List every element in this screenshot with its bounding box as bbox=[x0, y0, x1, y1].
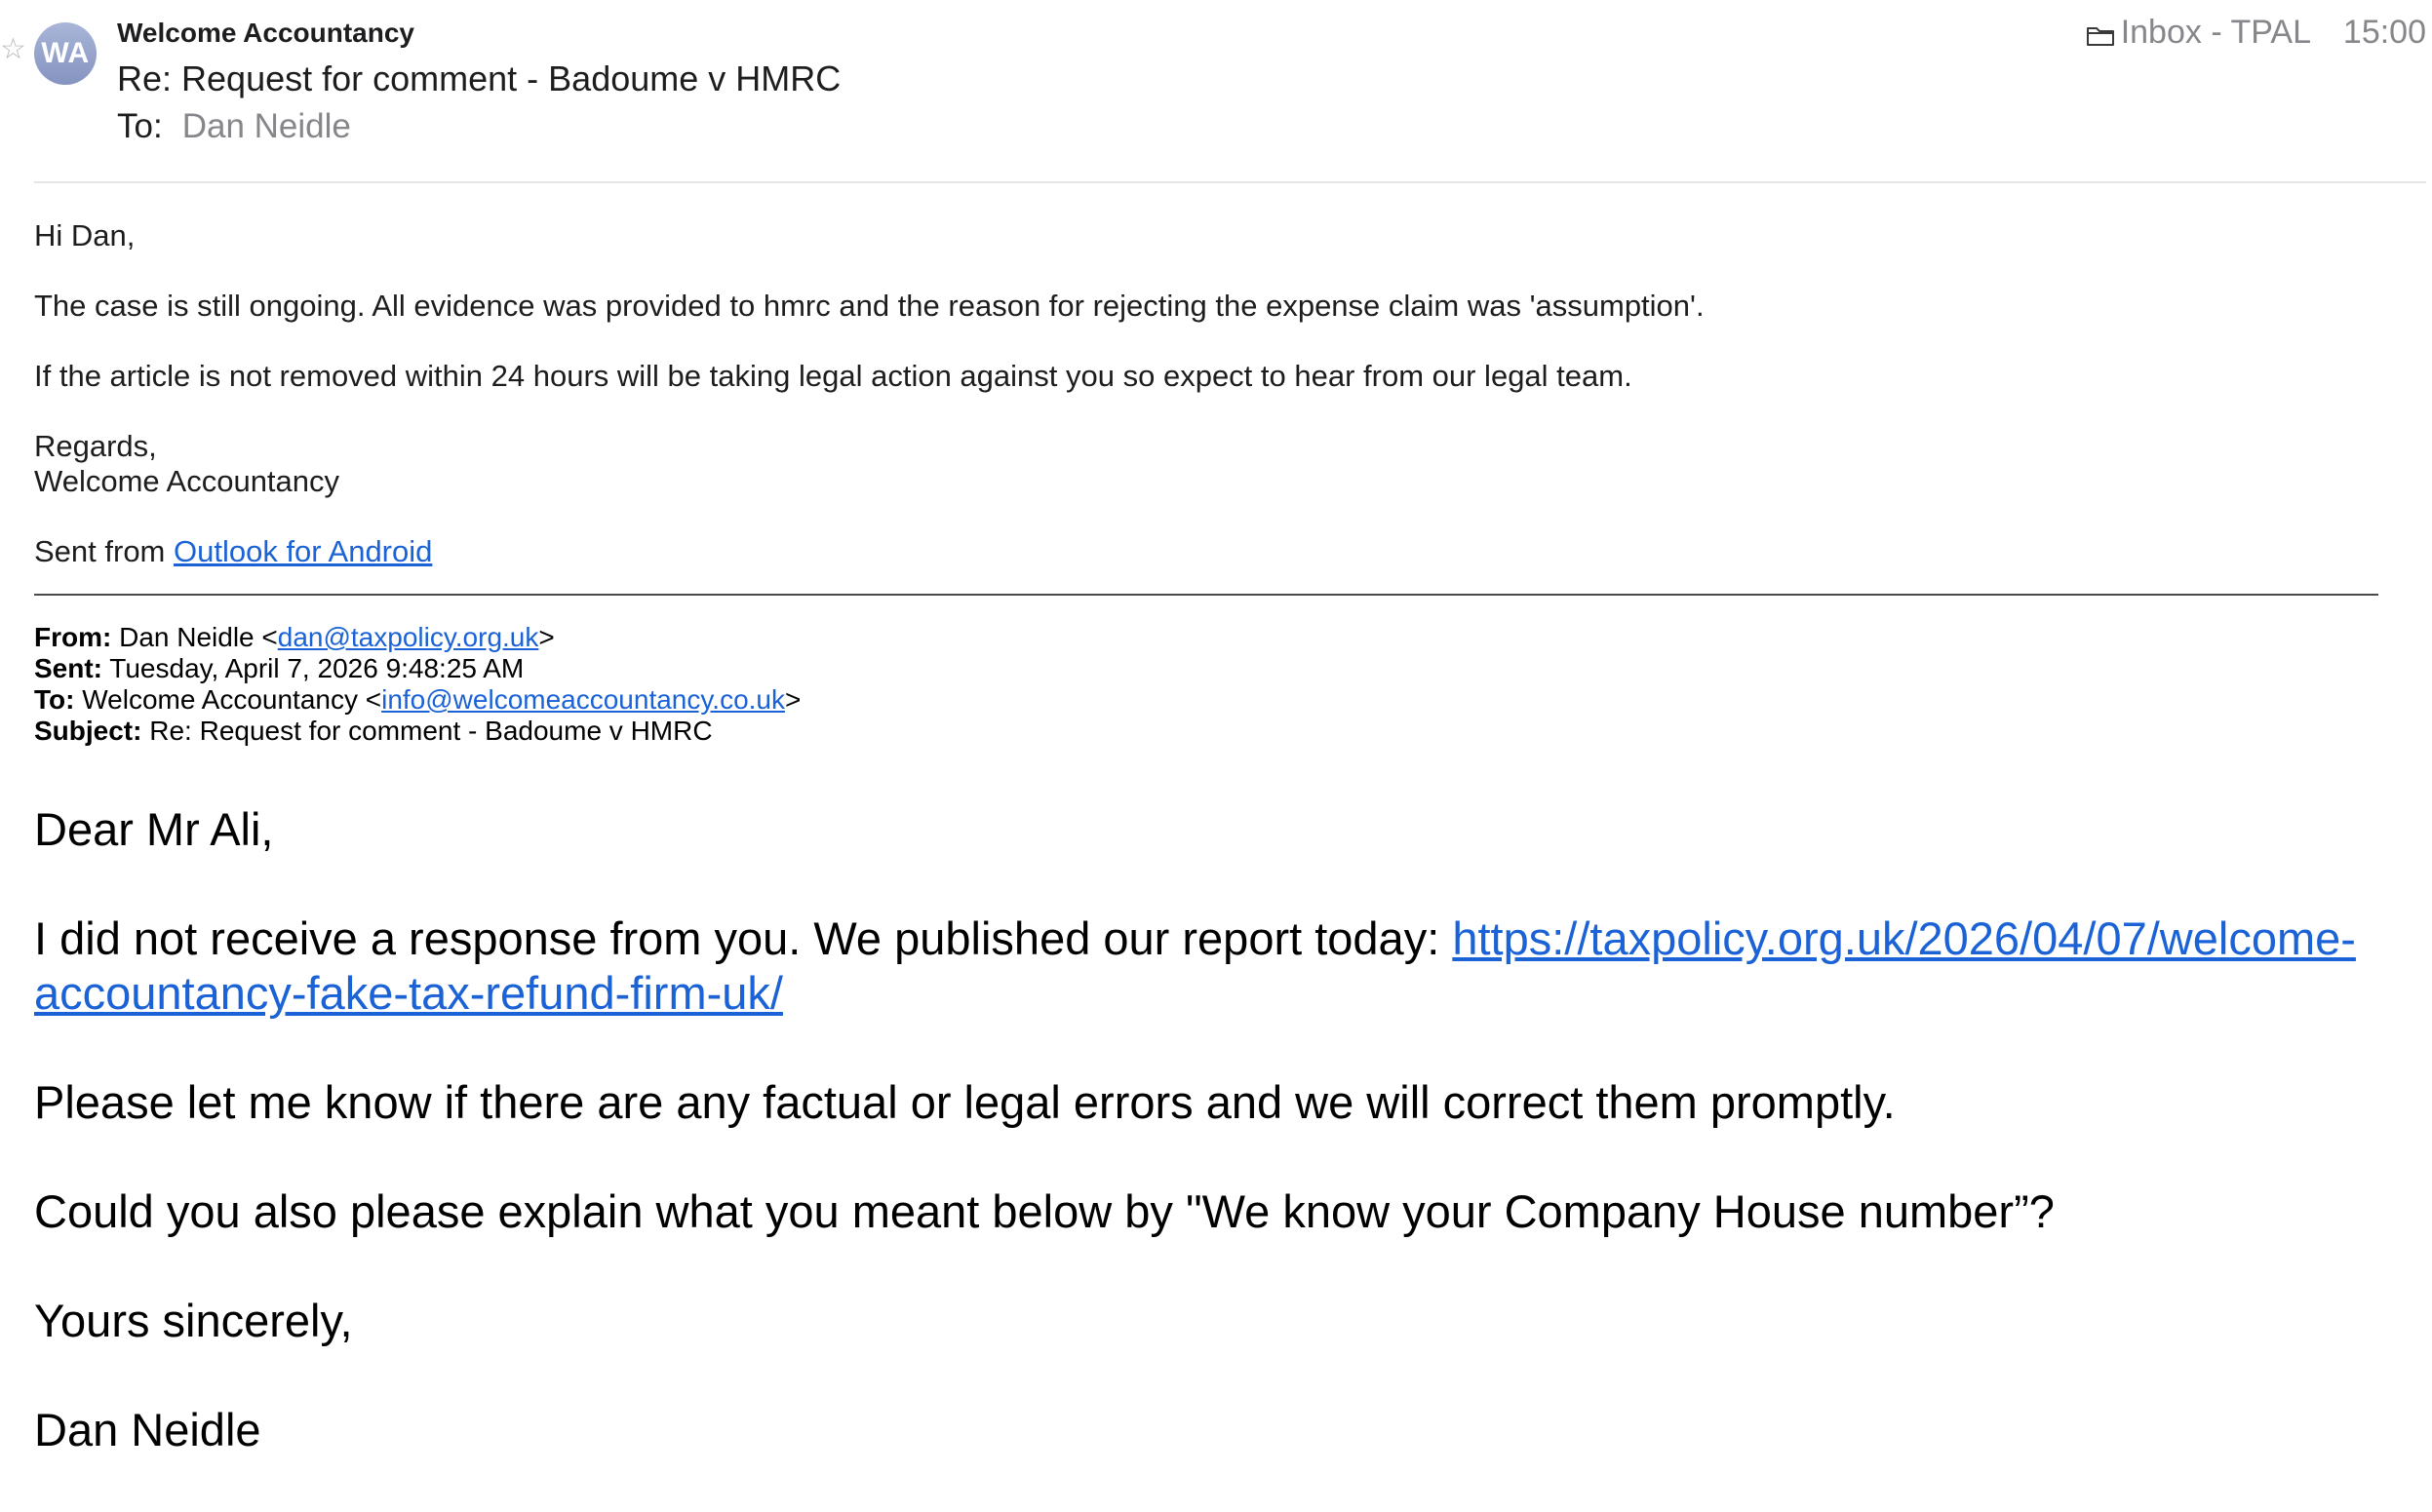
quoted-paragraph-text: I did not receive a response from you. We published our report today: bbox=[34, 912, 1453, 964]
quoted-closing: Yours sincerely, bbox=[34, 1295, 353, 1346]
quoted-body bbox=[34, 802, 2413, 1512]
quoted-subject-value: Re: Request for comment - Badoume v HMRC bbox=[149, 716, 713, 746]
quoted-from-label: From: bbox=[34, 622, 112, 652]
report-link[interactable]: https://taxpolicy.org.uk/2026/04/07/welcome-accountancy-fake-tax-refund-firm-uk/ bbox=[34, 912, 2356, 1019]
reply-paragraph: If the article is not removed within 24 hours will be taking legal action against you so expect to hear from our legal team. bbox=[34, 359, 1632, 393]
avatar: WA bbox=[34, 22, 97, 85]
quoted-to-email-link[interactable]: info@welcomeaccountancy.co.uk bbox=[381, 684, 785, 715]
quoted-to-name: Welcome Accountancy < bbox=[82, 684, 382, 715]
folder-icon bbox=[2086, 25, 2115, 47]
reply-closing: Regards, bbox=[34, 429, 157, 463]
outlook-for-android-link[interactable]: Outlook for Android bbox=[174, 534, 433, 568]
sent-from-line bbox=[34, 534, 2374, 569]
quoted-paragraph bbox=[34, 911, 2413, 1021]
mailbox-name: Inbox - TPAL bbox=[2120, 14, 2311, 51]
to-label: To: bbox=[117, 107, 163, 145]
quoted-from-line bbox=[34, 622, 801, 653]
recipient-line bbox=[117, 107, 351, 146]
quoted-paragraph: Please let me know if there are any factual or legal errors and we will correct them promptly. bbox=[34, 1076, 1896, 1128]
quoted-signature: Dan Neidle bbox=[34, 1404, 261, 1455]
sent-from-prefix: Sent from bbox=[34, 534, 174, 568]
quoted-to-close: > bbox=[785, 684, 802, 715]
quoted-sent-line bbox=[34, 653, 801, 684]
email-subject: Re: Request for comment - Badoume v HMRC bbox=[117, 58, 842, 98]
quoted-from-name: Dan Neidle < bbox=[119, 622, 278, 652]
quoted-to-label: To: bbox=[34, 684, 75, 715]
star-icon[interactable]: ☆ bbox=[0, 33, 26, 65]
reply-greeting: Hi Dan, bbox=[34, 218, 136, 252]
quoted-header bbox=[34, 622, 801, 747]
quoted-subject-line bbox=[34, 716, 801, 747]
recipient-name[interactable]: Dan Neidle bbox=[181, 107, 351, 145]
quoted-subject-label: Subject: bbox=[34, 716, 142, 746]
header-divider bbox=[34, 181, 2426, 183]
quoted-sent-value: Tuesday, April 7, 2026 9:48:25 AM bbox=[109, 653, 525, 683]
reply-paragraph: The case is still ongoing. All evidence was provided to hmrc and the reason for rejecting the expense claim was 'assumption'. bbox=[34, 289, 1705, 323]
reply-signature: Welcome Accountancy bbox=[34, 464, 340, 498]
quoted-greeting: Dear Mr Ali, bbox=[34, 803, 274, 855]
quoted-sent-label: Sent: bbox=[34, 653, 102, 683]
quote-divider bbox=[34, 594, 2378, 596]
reply-signoff bbox=[34, 429, 2374, 499]
mailbox-label[interactable] bbox=[2086, 14, 2311, 52]
quoted-from-close: > bbox=[538, 622, 555, 652]
sender-name[interactable]: Welcome Accountancy bbox=[117, 18, 414, 48]
reply-body bbox=[34, 218, 2374, 604]
quoted-from-email-link[interactable]: dan@taxpolicy.org.uk bbox=[277, 622, 539, 652]
received-time: 15:00 bbox=[2342, 14, 2426, 51]
quoted-paragraph: Could you also please explain what you meant below by "We know your Company House number”? bbox=[34, 1185, 2055, 1237]
quoted-to-line bbox=[34, 684, 801, 716]
